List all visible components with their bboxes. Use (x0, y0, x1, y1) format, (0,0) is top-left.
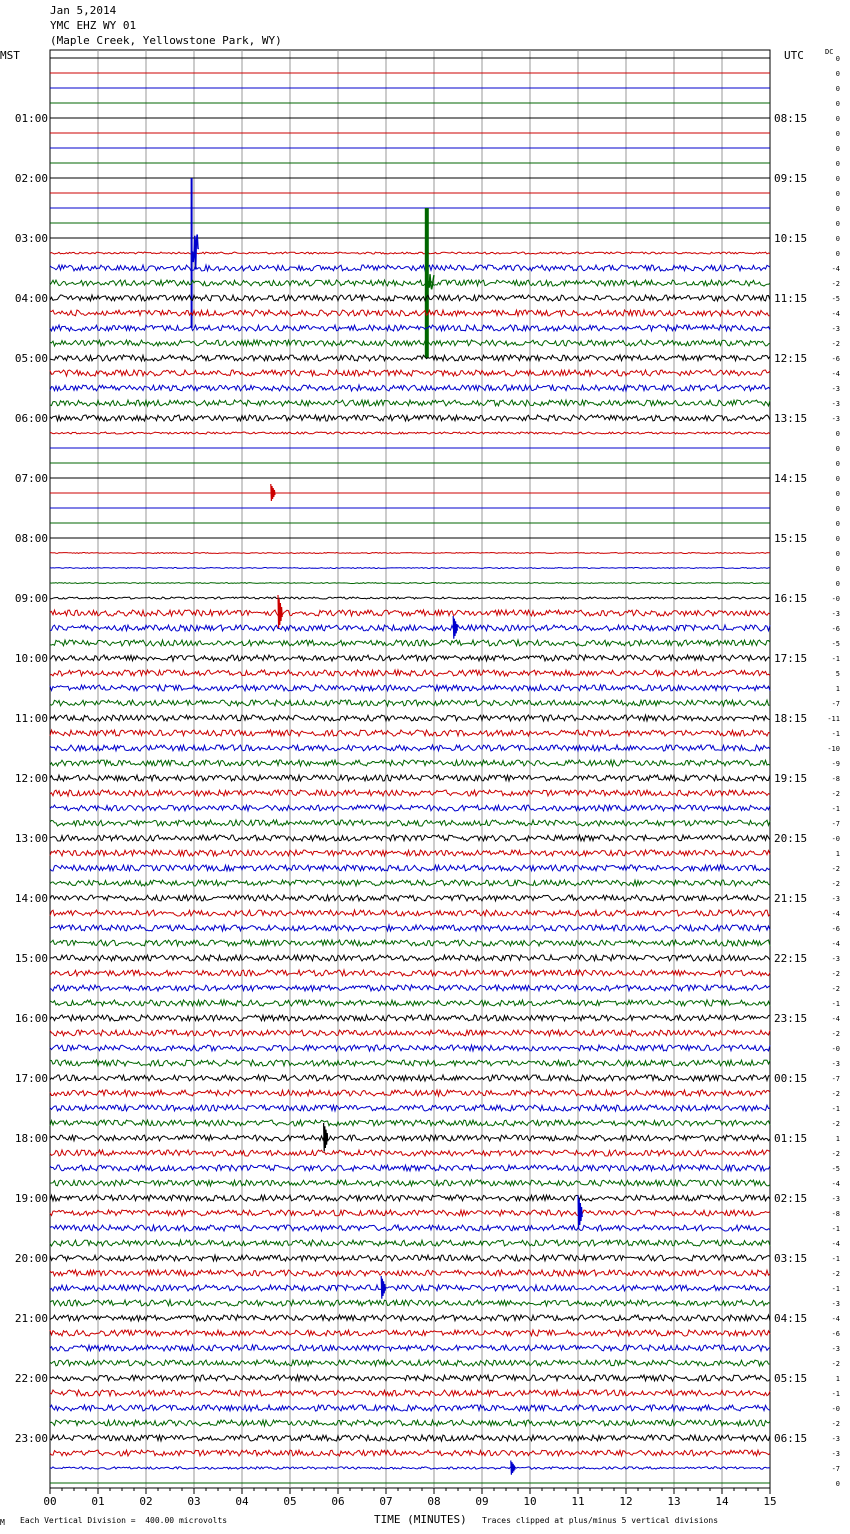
event-spike (278, 595, 282, 629)
dc-offset-label: -2 (831, 865, 840, 873)
seismic-trace (50, 880, 770, 886)
dc-offset-label: -2 (831, 985, 840, 993)
dc-offset-label: 0 (835, 505, 840, 513)
seismic-trace (50, 985, 770, 991)
utc-hour-label: 13:15 (774, 412, 808, 425)
dc-offset-label: -1 (831, 805, 840, 813)
clip-note: Traces clipped at plus/minus 5 vertical divisions (482, 1516, 719, 1525)
seismic-trace (50, 835, 770, 841)
seismic-trace (50, 790, 770, 796)
dc-offset-label: -1 (831, 1285, 840, 1293)
dc-offset-label: 1 (835, 1375, 840, 1383)
dc-offset-label: -2 (831, 1030, 840, 1038)
utc-hour-label: 00:15 (774, 1072, 808, 1085)
dc-offset-label: 1 (835, 850, 840, 858)
mst-hour-label: 05:00 (14, 352, 48, 365)
seismic-trace (50, 1015, 770, 1021)
seismic-trace (50, 865, 770, 871)
seismic-trace (50, 1225, 770, 1231)
utc-hour-label: 01:15 (774, 1132, 808, 1145)
dc-offset-label: 0 (835, 565, 840, 573)
seismic-trace (50, 730, 770, 736)
dc-offset-label: 0 (835, 580, 840, 588)
dc-offset-label: -3 (831, 400, 840, 408)
mst-hour-label: 07:00 (14, 472, 48, 485)
utc-axis-label: UTC (784, 49, 804, 62)
mst-hour-label: 18:00 (14, 1132, 48, 1145)
seismic-trace (50, 700, 770, 706)
seismic-trace (50, 1075, 770, 1081)
x-axis-label: TIME (MINUTES) (374, 1513, 467, 1526)
seismic-trace (50, 1030, 770, 1036)
dc-offset-label: -2 (831, 1150, 840, 1158)
dc-offset-label: -3 (831, 955, 840, 963)
dc-offset-label: 0 (835, 115, 840, 123)
dc-offset-label: -10 (827, 745, 840, 753)
dc-label: DC (825, 48, 834, 56)
dc-offset-label: -9 (831, 760, 840, 768)
dc-offset-label: -2 (831, 790, 840, 798)
dc-offset-label: -4 (831, 1240, 840, 1248)
seismic-trace (50, 432, 770, 434)
mst-hour-label: 15:00 (14, 952, 48, 965)
seismic-trace (50, 670, 770, 676)
seismic-trace (50, 252, 770, 254)
dc-offset-label: 0 (835, 70, 840, 78)
utc-hour-label: 10:15 (774, 232, 808, 245)
utc-hour-label: 11:15 (774, 292, 808, 305)
dc-offset-label: -2 (831, 1120, 840, 1128)
dc-offset-label: 0 (835, 430, 840, 438)
mst-hour-label: 16:00 (14, 1012, 48, 1025)
mst-hour-label: 01:00 (14, 112, 48, 125)
seismic-trace (50, 1210, 770, 1216)
vertical-division-note: Each Vertical Division = 400.00 microvolts (20, 1516, 228, 1525)
seismic-trace (50, 355, 770, 361)
dc-offset-label: -7 (831, 820, 840, 828)
dc-offset-label: -4 (831, 910, 840, 918)
utc-hour-label: 12:15 (774, 352, 808, 365)
seismic-trace (50, 685, 770, 691)
seismic-trace (50, 625, 770, 631)
seismic-trace (50, 1090, 770, 1096)
dc-offset-label: 0 (835, 460, 840, 468)
event-spike (381, 1276, 385, 1299)
mst-hour-label: 03:00 (14, 232, 48, 245)
event-spike (271, 484, 275, 501)
seismic-trace (50, 265, 770, 271)
seismic-trace (50, 775, 770, 781)
dc-offset-label: 0 (835, 445, 840, 453)
seismic-trace (50, 1315, 770, 1321)
dc-offset-label: 0 (835, 55, 840, 63)
dc-offset-label: 0 (835, 550, 840, 558)
seismic-trace (50, 1390, 770, 1396)
dc-offset-label: 1 (835, 1135, 840, 1143)
dc-offset-label: 0 (835, 175, 840, 183)
dc-offset-label: 0 (835, 160, 840, 168)
dc-offset-label: -2 (831, 1270, 840, 1278)
utc-hour-label: 17:15 (774, 652, 808, 665)
x-tick-label: 13 (667, 1495, 681, 1508)
seismic-trace (50, 1060, 770, 1066)
dc-offset-label: -3 (831, 1435, 840, 1443)
mst-hour-label: 19:00 (14, 1192, 48, 1205)
dc-offset-label: -1 (831, 1000, 840, 1008)
seismic-trace (50, 1270, 770, 1276)
x-tick-label: 04 (235, 1495, 249, 1508)
x-tick-label: 10 (523, 1495, 537, 1508)
dc-offset-label: -3 (831, 895, 840, 903)
utc-hour-label: 16:15 (774, 592, 808, 605)
seismic-trace (50, 910, 770, 916)
dc-offset-label: -4 (831, 1015, 840, 1023)
dc-offset-label: -6 (831, 625, 840, 633)
mst-hour-label: 14:00 (14, 892, 48, 905)
mst-hour-label: 04:00 (14, 292, 48, 305)
dc-offset-label: 0 (835, 145, 840, 153)
seismic-trace (50, 1165, 770, 1171)
seismic-trace (50, 1467, 770, 1469)
dc-offset-label: 0 (835, 190, 840, 198)
mst-hour-label: 22:00 (14, 1372, 48, 1385)
event-coda (192, 235, 199, 270)
dc-offset-label: 0 (835, 235, 840, 243)
dc-offset-label: -2 (831, 340, 840, 348)
dc-offset-label: -3 (831, 1060, 840, 1068)
dc-offset-label: 0 (835, 220, 840, 228)
dc-offset-label: -2 (831, 280, 840, 288)
dc-offset-label: -4 (831, 940, 840, 948)
dc-offset-label: -3 (831, 325, 840, 333)
dc-offset-label: 0 (835, 85, 840, 93)
x-tick-label: 06 (331, 1495, 345, 1508)
utc-hour-label: 19:15 (774, 772, 808, 785)
utc-hour-label: 06:15 (774, 1432, 808, 1445)
mst-hour-label: 11:00 (14, 712, 48, 725)
seismic-trace (50, 925, 770, 931)
x-tick-label: 03 (187, 1495, 201, 1508)
dc-offset-label: -1 (831, 1255, 840, 1263)
utc-hour-label: 18:15 (774, 712, 808, 725)
dc-offset-label: -2 (831, 970, 840, 978)
mst-hour-label: 20:00 (14, 1252, 48, 1265)
seismic-trace (50, 610, 770, 616)
dc-offset-label: -4 (831, 370, 840, 378)
dc-offset-label: 0 (835, 1480, 840, 1488)
utc-hour-label: 04:15 (774, 1312, 808, 1325)
seismic-trace (50, 1105, 770, 1111)
utc-hour-label: 09:15 (774, 172, 808, 185)
chart-date: Jan 5,2014 (50, 4, 117, 17)
utc-hour-label: 14:15 (774, 472, 808, 485)
seismic-trace (50, 745, 770, 751)
dc-offset-label: -3 (831, 1300, 840, 1308)
seismic-trace (50, 1420, 770, 1426)
seismic-trace (50, 597, 770, 599)
seismic-trace (50, 1450, 770, 1456)
seismic-trace (50, 1375, 770, 1381)
dc-offset-label: 5 (835, 670, 840, 678)
utc-hour-label: 22:15 (774, 952, 808, 965)
mst-hour-label: 21:00 (14, 1312, 48, 1325)
seismic-trace (50, 895, 770, 901)
seismic-trace (50, 1120, 770, 1126)
dc-offset-label: -0 (831, 1405, 840, 1413)
dc-offset-label: 0 (835, 490, 840, 498)
station-location: (Maple Creek, Yellowstone Park, WY) (50, 34, 282, 47)
dc-offset-label: -1 (831, 730, 840, 738)
dc-offset-label: -1 (831, 1105, 840, 1113)
dc-offset-label: -1 (831, 1390, 840, 1398)
x-tick-label: 05 (283, 1495, 297, 1508)
seismic-trace (50, 715, 770, 721)
utc-hour-label: 03:15 (774, 1252, 808, 1265)
seismic-trace (50, 310, 770, 316)
dc-offset-label: -3 (831, 1450, 840, 1458)
dc-offset-label: -2 (831, 1360, 840, 1368)
seismic-trace (50, 1330, 770, 1336)
seismic-trace (50, 370, 770, 376)
seismic-trace (50, 1255, 770, 1261)
dc-offset-label: -8 (831, 1210, 840, 1218)
seismic-trace (50, 820, 770, 826)
mst-hour-label: 12:00 (14, 772, 48, 785)
x-tick-label: 12 (619, 1495, 633, 1508)
mst-axis-label: MST (0, 49, 20, 62)
utc-hour-label: 05:15 (774, 1372, 808, 1385)
dc-offset-label: -0 (831, 1045, 840, 1053)
seismic-trace (50, 655, 770, 661)
seismic-trace (50, 955, 770, 961)
event-spike (453, 616, 457, 639)
x-tick-label: 00 (43, 1495, 57, 1508)
utc-hour-label: 21:15 (774, 892, 808, 905)
dc-offset-label: -8 (831, 775, 840, 783)
seismic-trace (50, 553, 770, 554)
seismic-trace (50, 1135, 770, 1141)
seismic-trace (50, 1045, 770, 1051)
seismic-trace (50, 583, 770, 584)
dc-offset-label: 0 (835, 100, 840, 108)
seismic-trace (50, 1240, 770, 1246)
dc-offset-label: 0 (835, 130, 840, 138)
x-tick-label: 14 (715, 1495, 729, 1508)
mst-hour-label: 23:00 (14, 1432, 48, 1445)
x-tick-label: 08 (427, 1495, 441, 1508)
dc-offset-label: -5 (831, 640, 840, 648)
seismic-trace (50, 1435, 770, 1441)
seismic-trace (50, 1150, 770, 1156)
dc-offset-label: -7 (831, 700, 840, 708)
corner-mark: M (0, 1518, 5, 1527)
dc-offset-label: -6 (831, 1330, 840, 1338)
dc-offset-label: -4 (831, 310, 840, 318)
dc-offset-label: -2 (831, 1420, 840, 1428)
seismic-trace (50, 1345, 770, 1351)
seismic-trace (50, 1360, 770, 1366)
seismic-trace (50, 1285, 770, 1291)
dc-offset-label: -7 (831, 1075, 840, 1083)
seismic-trace (50, 325, 770, 331)
dc-offset-label: -4 (831, 265, 840, 273)
dc-offset-label: -3 (831, 385, 840, 393)
utc-hour-label: 23:15 (774, 1012, 808, 1025)
seismic-trace (50, 1000, 770, 1006)
dc-offset-label: 0 (835, 535, 840, 543)
seismic-trace (50, 385, 770, 391)
mst-hour-label: 13:00 (14, 832, 48, 845)
seismic-trace (50, 940, 770, 946)
dc-offset-label: 0 (835, 475, 840, 483)
seismic-trace (50, 970, 770, 976)
dc-offset-label: -1 (831, 655, 840, 663)
dc-offset-label: -6 (831, 355, 840, 363)
utc-hour-label: 02:15 (774, 1192, 808, 1205)
seismic-trace (50, 760, 770, 766)
x-tick-label: 11 (571, 1495, 585, 1508)
dc-offset-label: -3 (831, 1345, 840, 1353)
dc-offset-label: -5 (831, 295, 840, 303)
dc-offset-label: -7 (831, 1465, 840, 1473)
seismic-trace (50, 340, 770, 346)
utc-hour-label: 20:15 (774, 832, 808, 845)
seismic-trace (50, 295, 770, 301)
mst-hour-label: 17:00 (14, 1072, 48, 1085)
dc-offset-label: -3 (831, 415, 840, 423)
event-spike (511, 1461, 515, 1475)
seismic-trace (50, 640, 770, 646)
dc-offset-label: -0 (831, 835, 840, 843)
x-tick-label: 02 (139, 1495, 153, 1508)
dc-offset-label: -6 (831, 925, 840, 933)
x-tick-label: 07 (379, 1495, 393, 1508)
dc-offset-label: -5 (831, 1165, 840, 1173)
station-code: YMC EHZ WY 01 (50, 19, 137, 32)
seismic-trace (50, 280, 770, 286)
seismic-trace (50, 1180, 770, 1186)
mst-hour-label: 02:00 (14, 172, 48, 185)
x-tick-label: 09 (475, 1495, 489, 1508)
seismic-trace (50, 1300, 770, 1306)
dc-offset-label: -4 (831, 1180, 840, 1188)
mst-hour-label: 09:00 (14, 592, 48, 605)
utc-hour-label: 15:15 (774, 532, 808, 545)
dc-offset-label: -2 (831, 880, 840, 888)
mst-hour-label: 06:00 (14, 412, 48, 425)
x-tick-label: 01 (91, 1495, 105, 1508)
x-tick-label: 15 (763, 1495, 777, 1508)
seismic-trace (50, 415, 770, 421)
dc-offset-label: 0 (835, 250, 840, 258)
dc-offset-label: -1 (831, 1225, 840, 1233)
mst-hour-label: 10:00 (14, 652, 48, 665)
dc-offset-label: -2 (831, 1090, 840, 1098)
dc-offset-label: -4 (831, 1315, 840, 1323)
dc-offset-label: -3 (831, 1195, 840, 1203)
seismic-trace (50, 400, 770, 406)
event-spike (578, 1195, 582, 1229)
event-spike (324, 1123, 328, 1151)
seismic-trace (50, 1195, 770, 1201)
dc-offset-label: 0 (835, 520, 840, 528)
dc-offset-label: 0 (835, 205, 840, 213)
mst-hour-label: 08:00 (14, 532, 48, 545)
dc-offset-label: 1 (835, 685, 840, 693)
dc-offset-label: -3 (831, 610, 840, 618)
seismic-trace (50, 805, 770, 811)
seismic-trace (50, 1405, 770, 1411)
dc-offset-label: -11 (827, 715, 840, 723)
seismic-trace (50, 850, 770, 856)
dc-offset-label: -0 (831, 595, 840, 603)
utc-hour-label: 08:15 (774, 112, 808, 125)
seismic-trace (50, 568, 770, 569)
